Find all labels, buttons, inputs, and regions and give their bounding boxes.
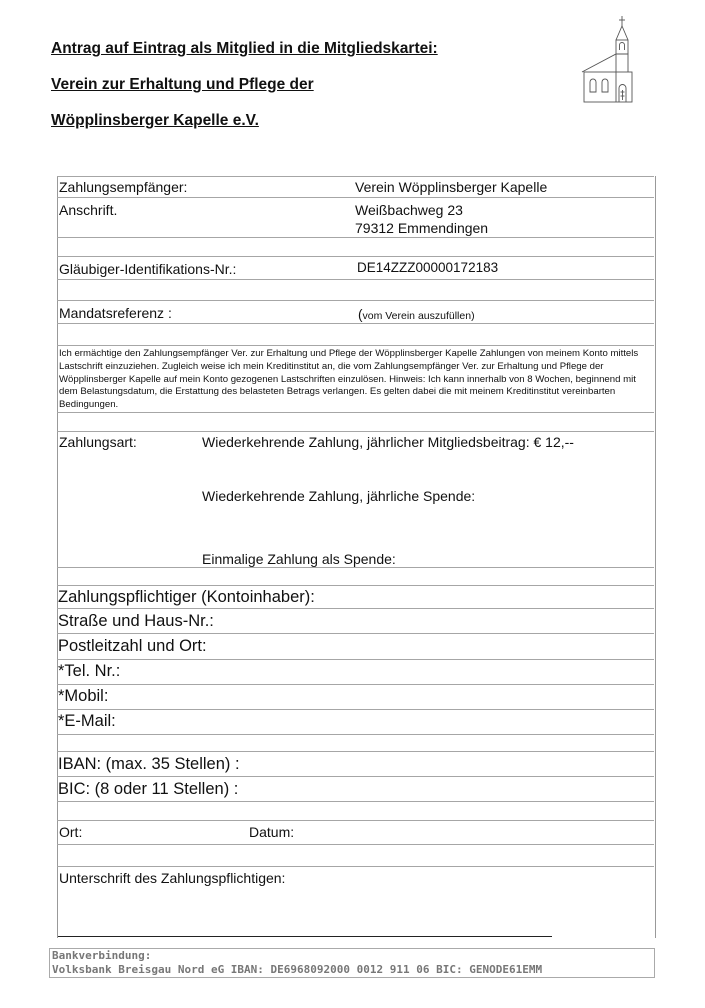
payment-option-membership: Wiederkehrende Zahlung, jährlicher Mitgliedsbeitrag: € 12,-- (202, 434, 574, 450)
divider (57, 197, 654, 198)
divider (57, 279, 654, 280)
payer-email-label: *E-Mail: (58, 712, 116, 730)
payment-option-single-donation: Einmalige Zahlung als Spende: (202, 551, 396, 567)
divider (57, 300, 654, 301)
payment-type-label: Zahlungsart: (59, 434, 137, 450)
authorization-text: Ich ermächtige den Zahlungsempfänger Ver. zur Erhaltung und Pflege der Wöpplinsberger Kapelle Zahlungen von meinem Konto mittels Lastschrift einzuziehen. Zugleich weise ich mein Kreditinstitut an, die vom Zahlungsempfänger Ver. zur Erhaltung und Pflege der Wöpplinsberger Kapelle auf mein Konto gezogenen Lastschriften einzulösen. Hinweis: Ich kann innerhalb von 8 Wochen, beginnend mit dem Belastungsdatum, die Erstattung des belasteten Betrags verlangen. Es gelten dabei die mit meinem Kreditinstitut vereinbarten Bedingungen. (59, 348, 639, 411)
chapel-icon (580, 14, 650, 106)
divider (57, 820, 654, 821)
divider (57, 709, 654, 710)
divider (57, 734, 654, 735)
payee-label: Zahlungsempfänger: (59, 179, 188, 195)
address-label: Anschrift. (59, 202, 118, 218)
date-label: Datum: (249, 824, 295, 840)
divider (57, 176, 654, 177)
bank-details-title: Bankverbindung: (52, 949, 152, 962)
payer-heading: Zahlungspflichtiger (Kontoinhaber): (58, 588, 315, 606)
address-street: Weißbachweg 23 (355, 202, 463, 218)
creditor-id-label: Gläubiger-Identifikations-Nr.: (59, 261, 237, 277)
divider (57, 751, 654, 752)
payer-street-label: Straße und Haus-Nr.: (58, 612, 214, 630)
title-line-3: Wöpplinsberger Kapelle e.V. (51, 112, 259, 129)
divider (57, 801, 654, 802)
divider (57, 585, 654, 586)
payer-postal-city-label: Postleitzahl und Ort: (58, 637, 207, 655)
bank-details-line: Volksbank Breisgau Nord eG IBAN: DE6968092000 0012 911 06 BIC: GENODE61EMM (52, 963, 543, 976)
title-line-1: Antrag auf Eintrag als Mitglied in die Mitgliedskartei: (51, 40, 438, 57)
divider (57, 412, 654, 413)
payment-option-annual-donation: Wiederkehrende Zahlung, jährliche Spende: (202, 488, 476, 504)
mandate-reference-label: Mandatsreferenz : (59, 305, 172, 321)
divider (57, 567, 654, 568)
mandate-note-text: vom Verein auszufüllen) (362, 310, 475, 322)
creditor-id-value: DE14ZZZ00000172183 (357, 260, 499, 275)
divider (57, 776, 654, 777)
divider (57, 659, 654, 660)
divider (57, 866, 654, 867)
bic-label: BIC: (8 oder 11 Stellen) : (58, 780, 239, 798)
divider (57, 256, 654, 257)
signature-label: Unterschrift des Zahlungspflichtigen: (59, 870, 286, 886)
divider (57, 345, 654, 346)
divider (57, 608, 654, 609)
payer-mobile-label: *Mobil: (58, 687, 109, 705)
iban-label: IBAN: (max. 35 Stellen) : (58, 755, 240, 773)
title-line-2: Verein zur Erhaltung und Pflege der (51, 76, 314, 93)
divider (57, 633, 654, 634)
divider (57, 431, 654, 432)
bank-details-footer (49, 948, 655, 978)
divider (57, 684, 654, 685)
mandate-note-open: ( (358, 307, 363, 322)
divider (57, 844, 654, 845)
signature-line (58, 936, 552, 937)
payer-phone-label: *Tel. Nr.: (58, 662, 121, 680)
mandate-reference-note (358, 306, 475, 324)
place-label: Ort: (59, 824, 83, 840)
divider (57, 323, 654, 324)
address-city: 79312 Emmendingen (355, 220, 489, 236)
divider (57, 237, 654, 238)
payee-value: Verein Wöpplinsberger Kapelle (355, 179, 548, 195)
